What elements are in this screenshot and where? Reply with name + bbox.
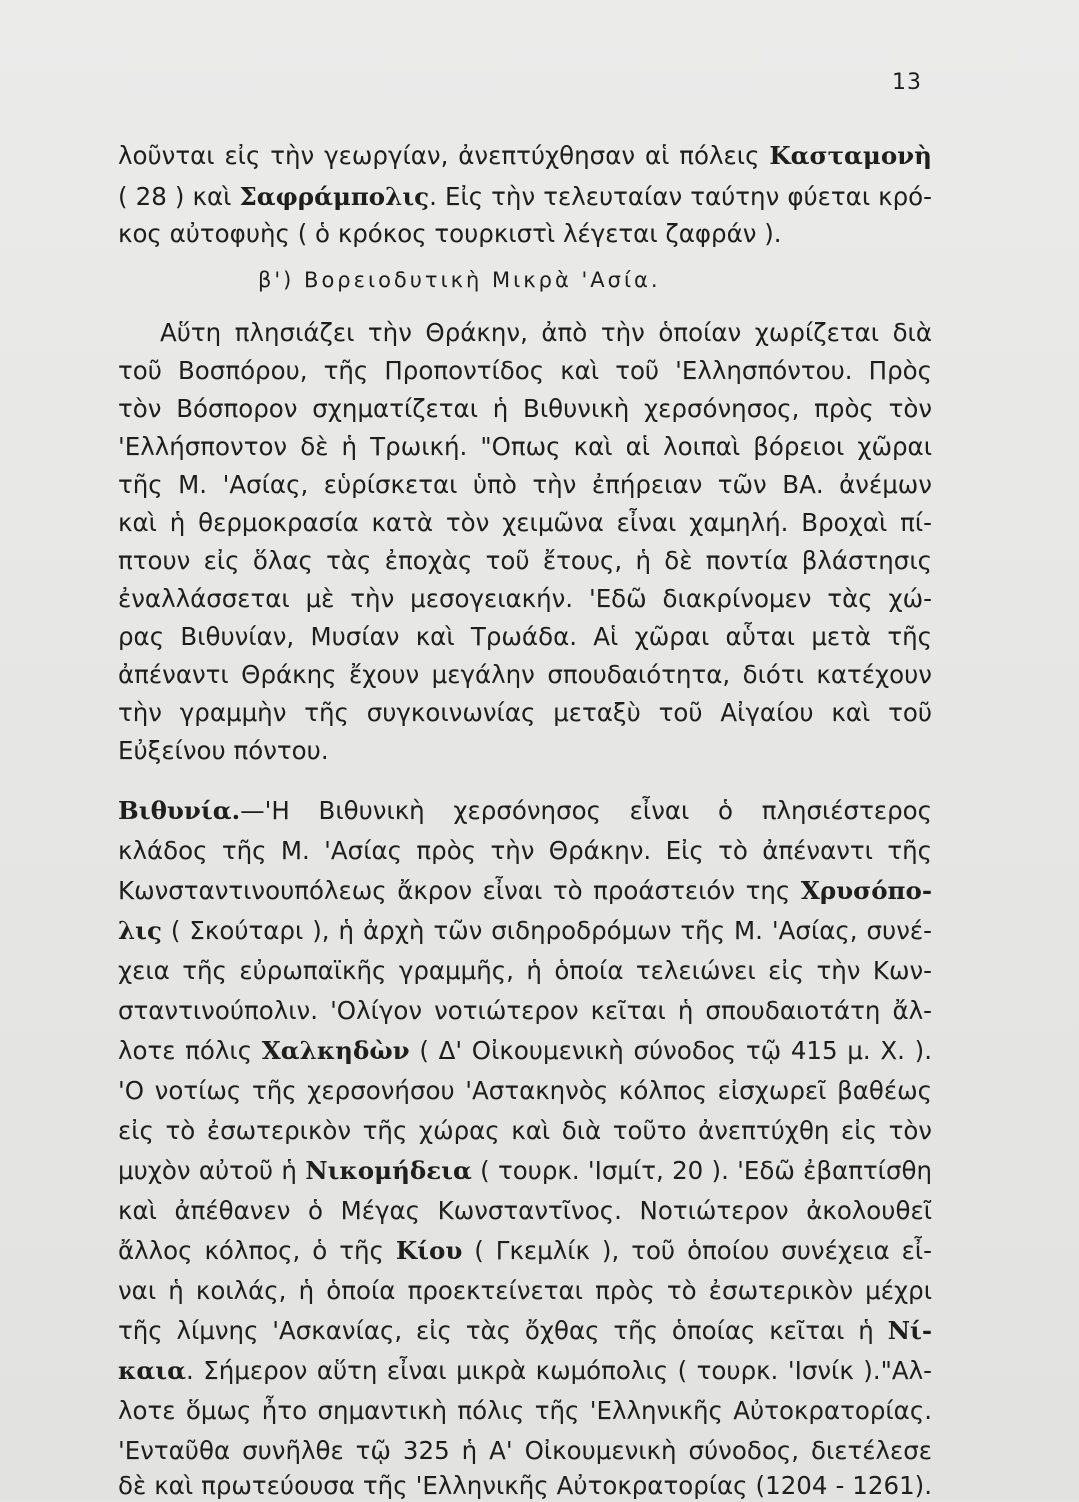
text-line [118, 181, 932, 213]
text-run: λοῦνται εἰς τὴν γεωργίαν, ἀνεπτύχθησαν αἱ πόλεις [118, 141, 770, 170]
text-line: λοτε ὅμως ἦτο σημαντικὴ πόλις τῆς 'Ελληνικῆς Αὐτοκρατορίας. [118, 1396, 932, 1425]
text-line: πτουν εἰς ὅλας τὰς ἐποχὰς τοῦ ἔτους, ἡ δὲ ποντία βλάστησις [118, 546, 932, 575]
text-line [118, 1235, 932, 1267]
text-line [118, 140, 932, 172]
text-run: ( 28 ) καὶ [118, 182, 240, 211]
bold-place-name: Νικομήδεια [305, 1156, 472, 1185]
text-line: δὲ καὶ πρωτεύουσα τῆς 'Ελληνικῆς Αὐτοκρατορίας (1204 - 1261). [118, 1471, 932, 1500]
text-run: . Σήμερον αὕτη εἶναι μικρὰ κωμόπολις ( τουρκ. 'Ισνίκ )."Αλ- [185, 1356, 932, 1385]
section-subheading: β') Βορειοδυτικὴ Μικρὰ 'Ασία. [258, 268, 661, 292]
text-line: 'Ενταῦθα συνῆλθε τῷ 325 ἡ Α' Οἰκουμενικὴ σύνοδος, διετέλεσε [118, 1436, 932, 1465]
bold-place-name: Κίου [395, 1236, 463, 1265]
text-line: κλάδος τῆς Μ. 'Ασίας πρὸς τὴν Θράκην. Εἰς τὸ ἀπέναντι τῆς [118, 836, 932, 865]
text-run: ( Δ' Οἰκουμενικὴ σύνοδος τῷ 415 μ. Χ. ). [409, 1036, 932, 1065]
text-line: τοῦ Βοσπόρου, τῆς Προποντίδος καὶ τοῦ 'Ελλησπόντου. Πρὸς [118, 356, 932, 385]
text-line: κος αὐτοφυὴς ( ὁ κρόκος τουρκιστὶ λέγεται ζαφράν ). [118, 219, 782, 248]
text-run: Κωνσταντινουπόλεως ἄκρον εἶναι τὸ προάστειόν της [118, 876, 801, 905]
text-line: 'Ελλήσποντον δὲ ἡ Τρωική. "Οπως καὶ αἱ λοιπαὶ βόρειοι χῶραι [118, 432, 932, 461]
text-line [118, 795, 932, 827]
text-line [118, 875, 932, 907]
text-run: τῆς λίμνης 'Ασκανίας, εἰς τὰς ὄχθας τῆς ὁποίας κεῖται ἡ [118, 1316, 888, 1345]
text-line: τῆς Μ. 'Ασίας, εὑρίσκεται ὑπὸ τὴν ἐπήρειαν τῶν ΒΑ. ἀνέμων [118, 470, 932, 499]
text-line [118, 1035, 932, 1067]
text-line: εἰς τὸ ἐσωτερικὸν τῆς χώρας καὶ διὰ τοῦτο ἀνεπτύχθη εἰς τὸν [118, 1116, 932, 1145]
text-run: ἄλλος κόλπος, ὁ τῆς [118, 1236, 396, 1265]
text-line: ἀπέναντι Θράκης ἔχουν μεγάλην σπουδαιότητα, διότι κατέχουν [118, 660, 932, 689]
text-line: ἐναλλάσσεται μὲ τὴν μεσογειακήν. 'Εδῶ διακρίνομεν τὰς χώ- [118, 584, 932, 613]
text-line [118, 1155, 932, 1187]
text-line: ναι ἡ κοιλάς, ἡ ὁποία προεκτείνεται πρὸς τὸ ἐσωτερικὸν μέχρι [118, 1276, 932, 1305]
bold-place-name: καια [118, 1356, 186, 1385]
text-line: σταντινούπολιν. 'Ολίγον νοτιώτερον κεῖται ἡ σπουδαιοτάτη ἄλ- [118, 996, 932, 1025]
text-run: ( Σκούταρι ), ἡ ἀρχὴ τῶν σιδηροδρόμων τῆς Μ. 'Ασίας, συνέ- [161, 916, 932, 945]
text-line [118, 915, 932, 947]
text-line: Εὐξείνου πόντου. [118, 736, 329, 765]
bold-place-name: Χρυσόπο- [800, 876, 932, 905]
text-line: τὴν γραμμὴν τῆς συγκοινωνίας μεταξὺ τοῦ Αἰγαίου καὶ τοῦ [118, 698, 932, 727]
text-line: καὶ ἀπέθανεν ὁ Μέγας Κωνσταντῖνος. Νοτιώτερον ἀκολουθεῖ [118, 1196, 932, 1225]
text-run: . Εἰς τὴν τελευταίαν ταύτην φύεται κρό- [429, 182, 932, 211]
text-run: ( τουρκ. 'Ισμίτ, 20 ). 'Εδῶ ἐβαπτίσθη [471, 1156, 933, 1185]
text-run: —'Η Βιθυνικὴ χερσόνησος εἶναι ὁ πλησιέστερος [240, 796, 932, 825]
text-line: χεια τῆς εὐρωπαϊκῆς γραμμῆς, ἡ ὁποία τελειώνει εἰς τὴν Κων- [118, 956, 932, 985]
text-line [118, 1315, 932, 1347]
text-line: ρας Βιθυνίαν, Μυσίαν καὶ Τρωάδα. Αἱ χῶραι αὗται μετὰ τῆς [118, 622, 932, 651]
text-line: 'Ο νοτίως τῆς χερσονήσου 'Αστακηνὸς κόλπος εἰσχωρεῖ βαθέως [118, 1076, 932, 1105]
bold-place-name: Κασταμονὴ [769, 141, 932, 170]
text-line [118, 1355, 932, 1387]
text-line: τὸν Βόσπορον σχηματίζεται ἡ Βιθυνικὴ χερσόνησος, πρὸς τὸν [118, 394, 932, 423]
bold-place-name: Σαφράμπολις [239, 182, 430, 211]
page-number: 13 [892, 70, 922, 95]
bold-place-name: λις [118, 916, 162, 945]
text-run: λοτε πόλις [118, 1036, 262, 1065]
text-run: μυχὸν αὐτοῦ ἡ [118, 1156, 306, 1185]
text-run: ( Γκεμλίκ ), τοῦ ὁποίου συνέχεια εἶ- [462, 1236, 933, 1265]
bold-place-name: Νί- [887, 1316, 932, 1345]
bold-place-name: Χαλκηδὼν [261, 1036, 410, 1065]
bold-section-title: Βιθυνία. [118, 796, 241, 825]
text-line: καὶ ἡ θερμοκρασία κατὰ τὸν χειμῶνα εἶναι χαμηλή. Βροχαὶ πί- [118, 508, 932, 537]
text-line: Αὕτη πλησιάζει τὴν Θράκην, ἀπὸ τὴν ὁποίαν χωρίζεται διὰ [160, 318, 932, 347]
